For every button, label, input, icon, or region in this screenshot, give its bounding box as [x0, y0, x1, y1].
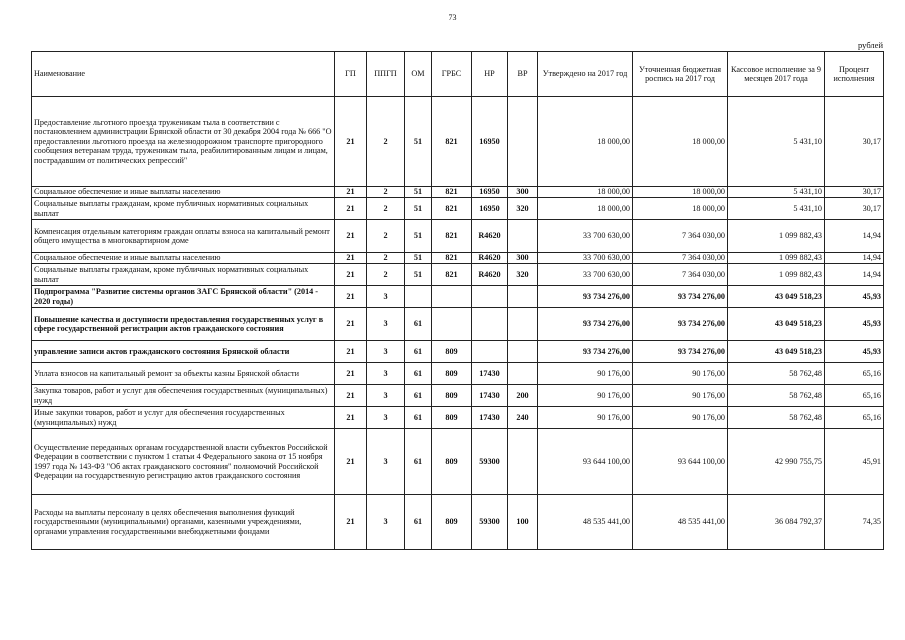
cell-gp: 21 — [335, 495, 367, 550]
cell-approved: 90 176,00 — [538, 407, 633, 429]
header-approved: Утверждено на 2017 год — [538, 52, 633, 97]
cell-vr — [508, 363, 538, 385]
cell-refined: 18 000,00 — [633, 198, 728, 220]
cell-pgp: 3 — [367, 495, 405, 550]
header-vr: ВР — [508, 52, 538, 97]
cell-refined: 90 176,00 — [633, 385, 728, 407]
cell-grbs: 809 — [432, 363, 472, 385]
cell-percent: 14,94 — [825, 253, 884, 264]
cell-gp: 21 — [335, 407, 367, 429]
cell-pgp: 2 — [367, 264, 405, 286]
table-row — [32, 341, 884, 363]
cell-refined: 7 364 030,00 — [633, 264, 728, 286]
cell-nr: R4620 — [472, 253, 508, 264]
cell-pgp: 2 — [367, 187, 405, 198]
cell-percent: 45,93 — [825, 286, 884, 308]
cell-om: 61 — [405, 407, 432, 429]
header-grbs: ГРБС — [432, 52, 472, 97]
cell-executed: 58 762,48 — [728, 363, 825, 385]
cell-gp: 21 — [335, 187, 367, 198]
cell-executed: 5 431,10 — [728, 187, 825, 198]
cell-vr — [508, 429, 538, 495]
cell-om: 61 — [405, 495, 432, 550]
cell-executed: 58 762,48 — [728, 407, 825, 429]
cell-pgp: 3 — [367, 407, 405, 429]
cell-om: 51 — [405, 253, 432, 264]
cell-approved: 93 734 276,00 — [538, 286, 633, 308]
table-row — [32, 429, 884, 495]
cell-vr: 200 — [508, 385, 538, 407]
cell-executed: 1 099 882,43 — [728, 253, 825, 264]
cell-gp: 21 — [335, 385, 367, 407]
table-row — [32, 198, 884, 220]
cell-executed: 5 431,10 — [728, 97, 825, 187]
cell-grbs: 821 — [432, 187, 472, 198]
cell-gp: 21 — [335, 220, 367, 253]
table-row — [32, 97, 884, 187]
cell-name: Компенсация отдельным категориям граждан оплаты взноса на капитальный ремонт общего имущества в многоквартирном доме — [32, 220, 335, 253]
cell-executed: 1 099 882,43 — [728, 220, 825, 253]
table-row — [32, 253, 884, 264]
cell-executed: 43 049 518,23 — [728, 286, 825, 308]
cell-executed: 42 990 755,75 — [728, 429, 825, 495]
header-om: ОМ — [405, 52, 432, 97]
cell-gp: 21 — [335, 198, 367, 220]
cell-nr: 17430 — [472, 407, 508, 429]
table-row — [32, 264, 884, 286]
cell-vr — [508, 308, 538, 341]
cell-approved: 33 700 630,00 — [538, 220, 633, 253]
cell-vr — [508, 220, 538, 253]
cell-percent: 14,94 — [825, 264, 884, 286]
cell-executed: 43 049 518,23 — [728, 341, 825, 363]
cell-gp: 21 — [335, 97, 367, 187]
cell-name: Социальные выплаты гражданам, кроме публичных нормативных социальных выплат — [32, 264, 335, 286]
cell-nr: 16950 — [472, 187, 508, 198]
cell-percent: 65,16 — [825, 363, 884, 385]
cell-name: Уплата взносов на капитальный ремонт за объекты казны Брянской области — [32, 363, 335, 385]
cell-nr: 17430 — [472, 363, 508, 385]
cell-name: Иные закупки товаров, работ и услуг для обеспечения государственных (муниципальных) нужд — [32, 407, 335, 429]
cell-nr: R4620 — [472, 264, 508, 286]
cell-vr — [508, 341, 538, 363]
cell-grbs: 809 — [432, 407, 472, 429]
cell-grbs: 809 — [432, 341, 472, 363]
cell-executed: 43 049 518,23 — [728, 308, 825, 341]
cell-nr: 59300 — [472, 429, 508, 495]
cell-nr: 16950 — [472, 198, 508, 220]
cell-nr — [472, 341, 508, 363]
cell-vr — [508, 286, 538, 308]
cell-vr: 300 — [508, 187, 538, 198]
cell-refined: 90 176,00 — [633, 407, 728, 429]
cell-approved: 93 734 276,00 — [538, 341, 633, 363]
cell-name: Социальное обеспечение и иные выплаты населению — [32, 187, 335, 198]
cell-name: Предоставление льготного проезда труженикам тыла в соответствии с постановлением администрации Брянской области от 30 декабря 2004 года № 666 "О предоставлении льготного проезда на железнодорожном транспорте пригородного сообщения ветеранам труда, труженикам тыла, реабилитированным лицам и лицам, пострадавшим от политических репрессий" — [32, 97, 335, 187]
cell-grbs: 821 — [432, 264, 472, 286]
cell-executed: 5 431,10 — [728, 198, 825, 220]
page-number: 73 — [448, 13, 457, 22]
cell-om: 51 — [405, 220, 432, 253]
header-refined: Уточненная бюджетная роспись на 2017 год — [633, 52, 728, 97]
cell-percent: 74,35 — [825, 495, 884, 550]
table-body — [32, 97, 884, 550]
cell-vr: 300 — [508, 253, 538, 264]
cell-nr — [472, 308, 508, 341]
cell-grbs: 821 — [432, 253, 472, 264]
cell-refined: 93 734 276,00 — [633, 286, 728, 308]
header-gp: ГП — [335, 52, 367, 97]
cell-vr: 320 — [508, 264, 538, 286]
cell-refined: 18 000,00 — [633, 187, 728, 198]
cell-pgp: 2 — [367, 97, 405, 187]
cell-name: Социальное обеспечение и иные выплаты населению — [32, 253, 335, 264]
cell-name: Расходы на выплаты персоналу в целях обеспечения выполнения функций государственными (муниципальными) органами, казенными учреждениями, органами управления государственными внебюджетными фондами — [32, 495, 335, 550]
cell-nr: 17430 — [472, 385, 508, 407]
cell-pgp: 3 — [367, 308, 405, 341]
cell-percent: 14,94 — [825, 220, 884, 253]
cell-approved: 93 734 276,00 — [538, 308, 633, 341]
header-row — [32, 52, 884, 97]
cell-executed: 1 099 882,43 — [728, 264, 825, 286]
cell-om: 61 — [405, 308, 432, 341]
table-row — [32, 286, 884, 308]
cell-om: 61 — [405, 341, 432, 363]
cell-om — [405, 286, 432, 308]
cell-approved: 90 176,00 — [538, 385, 633, 407]
cell-gp: 21 — [335, 253, 367, 264]
cell-gp: 21 — [335, 363, 367, 385]
cell-grbs: 809 — [432, 429, 472, 495]
table-row — [32, 385, 884, 407]
cell-pgp: 3 — [367, 341, 405, 363]
cell-approved: 18 000,00 — [538, 198, 633, 220]
header-executed: Кассовое исполнение за 9 месяцев 2017 года — [728, 52, 825, 97]
cell-gp: 21 — [335, 264, 367, 286]
cell-approved: 18 000,00 — [538, 97, 633, 187]
cell-name: управление записи актов гражданского состояния Брянской области — [32, 341, 335, 363]
cell-percent: 30,17 — [825, 198, 884, 220]
cell-pgp: 3 — [367, 286, 405, 308]
table-row — [32, 187, 884, 198]
table-row — [32, 495, 884, 550]
table-row — [32, 308, 884, 341]
cell-approved: 48 535 441,00 — [538, 495, 633, 550]
cell-nr: 16950 — [472, 97, 508, 187]
table-row — [32, 363, 884, 385]
cell-om: 61 — [405, 385, 432, 407]
cell-percent: 45,93 — [825, 308, 884, 341]
cell-om: 51 — [405, 97, 432, 187]
cell-refined: 7 364 030,00 — [633, 220, 728, 253]
cell-om: 51 — [405, 187, 432, 198]
cell-gp: 21 — [335, 308, 367, 341]
cell-grbs — [432, 308, 472, 341]
header-nr: НР — [472, 52, 508, 97]
cell-grbs: 821 — [432, 220, 472, 253]
budget-table — [31, 51, 884, 550]
cell-pgp: 3 — [367, 385, 405, 407]
cell-name: Подпрограмма "Развитие системы органов ЗАГС Брянской области" (2014 - 2020 годы) — [32, 286, 335, 308]
cell-name: Повышение качества и доступности предоставления государственных услуг в сфере государственной регистрации актов гражданского состояния — [32, 308, 335, 341]
cell-percent: 45,91 — [825, 429, 884, 495]
cell-vr: 240 — [508, 407, 538, 429]
units-label: рублей — [858, 40, 883, 50]
cell-percent: 30,17 — [825, 97, 884, 187]
cell-gp: 21 — [335, 341, 367, 363]
cell-pgp: 2 — [367, 253, 405, 264]
cell-om: 51 — [405, 198, 432, 220]
cell-name: Осуществление переданных органам государственной власти субъектов Российской Федерации в соответствии с пунктом 1 статьи 4 Федерального закона от 15 ноября 1997 года № 143-ФЗ "Об актах гражданского состояния" полномочий Российской Федерации на государственную регистрацию актов гражданского состояния — [32, 429, 335, 495]
cell-pgp: 2 — [367, 220, 405, 253]
cell-grbs: 821 — [432, 97, 472, 187]
cell-approved: 18 000,00 — [538, 187, 633, 198]
cell-refined: 93 734 276,00 — [633, 308, 728, 341]
cell-percent: 65,16 — [825, 385, 884, 407]
cell-approved: 90 176,00 — [538, 363, 633, 385]
cell-grbs — [432, 286, 472, 308]
cell-percent: 45,93 — [825, 341, 884, 363]
cell-nr: R4620 — [472, 220, 508, 253]
header-pgp: ППГП — [367, 52, 405, 97]
cell-executed: 58 762,48 — [728, 385, 825, 407]
cell-pgp: 3 — [367, 429, 405, 495]
cell-refined: 93 734 276,00 — [633, 341, 728, 363]
header-percent: Процент исполнения — [825, 52, 884, 97]
table-row — [32, 220, 884, 253]
cell-refined: 18 000,00 — [633, 97, 728, 187]
cell-om: 51 — [405, 264, 432, 286]
cell-gp: 21 — [335, 429, 367, 495]
cell-name: Социальные выплаты гражданам, кроме публичных нормативных социальных выплат — [32, 198, 335, 220]
cell-vr — [508, 97, 538, 187]
cell-executed: 36 084 792,37 — [728, 495, 825, 550]
cell-vr: 320 — [508, 198, 538, 220]
cell-gp: 21 — [335, 286, 367, 308]
cell-grbs: 821 — [432, 198, 472, 220]
cell-om: 61 — [405, 429, 432, 495]
cell-pgp: 3 — [367, 363, 405, 385]
cell-name: Закупка товаров, работ и услуг для обеспечения государственных (муниципальных) нужд — [32, 385, 335, 407]
cell-om: 61 — [405, 363, 432, 385]
cell-approved: 93 644 100,00 — [538, 429, 633, 495]
cell-percent: 65,16 — [825, 407, 884, 429]
cell-nr — [472, 286, 508, 308]
cell-refined: 48 535 441,00 — [633, 495, 728, 550]
cell-nr: 59300 — [472, 495, 508, 550]
table-row — [32, 407, 884, 429]
cell-pgp: 2 — [367, 198, 405, 220]
cell-refined: 90 176,00 — [633, 363, 728, 385]
cell-refined: 7 364 030,00 — [633, 253, 728, 264]
cell-approved: 33 700 630,00 — [538, 253, 633, 264]
cell-refined: 93 644 100,00 — [633, 429, 728, 495]
cell-approved: 33 700 630,00 — [538, 264, 633, 286]
cell-vr: 100 — [508, 495, 538, 550]
cell-grbs: 809 — [432, 495, 472, 550]
cell-percent: 30,17 — [825, 187, 884, 198]
header-name: Наименование — [32, 52, 335, 97]
cell-grbs: 809 — [432, 385, 472, 407]
